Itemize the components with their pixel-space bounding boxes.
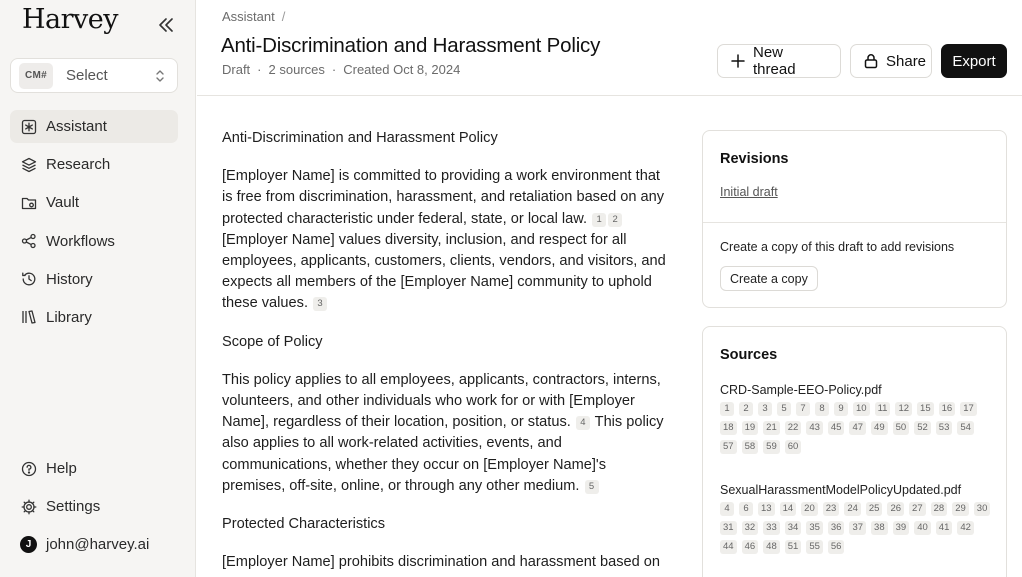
document-meta — [222, 62, 460, 77]
account-email: john@harvey.ai — [46, 536, 150, 554]
sidebar-item-assistant[interactable] — [10, 110, 178, 143]
breadcrumb-separator: / — [281, 9, 286, 24]
meta-separator: · — [257, 62, 262, 77]
breadcrumb-assistant[interactable]: Assistant — [222, 9, 275, 24]
create-copy-button[interactable]: Create a copy — [720, 266, 818, 291]
citation-marker[interactable]: 5 — [585, 480, 599, 494]
source-ref-chip[interactable]: 52 — [914, 421, 931, 435]
paragraph-text: [Employer Name] values diversity, inclusion, and respect for all employees, applicants, customers, clients, vendors, and visitors, and expects all members of the [Employer Name] community to uphold these values. — [222, 231, 666, 312]
source-ref-chip[interactable]: 51 — [785, 540, 802, 554]
workspace-select[interactable] — [10, 58, 178, 93]
paragraph-text: This policy also applies to all work-related activities, events, and communications, whether they occur on [Employer Name]'s premises, off-site, online, or through any other medium. — [222, 414, 664, 494]
workspace-badge: CM# — [19, 63, 53, 89]
collapse-sidebar-button[interactable] — [155, 14, 177, 36]
source-ref-chip[interactable]: 22 — [785, 421, 802, 435]
source-ref-chip[interactable]: 43 — [806, 421, 823, 435]
plus-icon — [731, 54, 745, 68]
document-paragraph — [222, 166, 672, 314]
source-ref-chip[interactable]: 48 — [763, 540, 780, 554]
citation-marker[interactable]: 2 — [608, 213, 622, 227]
source-ref-chip[interactable]: 50 — [893, 421, 910, 435]
sidebar-item-label: Help — [46, 460, 77, 477]
paragraph-text: This policy applies to all employees, applicants, contractors, interns, volunteers, and other individuals who work for or with [Employer Name], regardless of their location, position, or status. — [222, 371, 661, 431]
source-ref-chip[interactable]: 3 — [758, 402, 772, 416]
sidebar-item-label: Workflows — [46, 232, 115, 250]
source-ref-chip[interactable]: 31 — [720, 521, 737, 535]
source-ref-chip[interactable]: 46 — [742, 540, 759, 554]
source-ref-chip[interactable]: 2 — [739, 402, 753, 416]
sidebar-item-settings[interactable] — [10, 490, 178, 523]
source-ref-chip[interactable]: 44 — [720, 540, 737, 554]
source-ref-chip[interactable]: 49 — [871, 421, 888, 435]
status-label: Draft — [222, 62, 251, 77]
page-title: Anti-Discrimination and Harassment Policy — [221, 34, 601, 57]
sidebar-item-label: History — [46, 270, 93, 288]
source-ref-chip[interactable]: 14 — [780, 502, 797, 516]
source-ref-chip[interactable]: 47 — [849, 421, 866, 435]
source-ref-chip[interactable]: 40 — [914, 521, 931, 535]
sources-count: 2 sources — [268, 62, 325, 77]
document-paragraph: [Employer Name] prohibits discrimination and harassment based on — [222, 554, 661, 571]
sources-panel — [702, 326, 1007, 577]
source-ref-chip[interactable]: 32 — [742, 521, 759, 535]
source-ref-list — [720, 502, 995, 554]
sources-title: Sources — [720, 347, 778, 363]
help-icon — [20, 460, 37, 477]
citation-marker[interactable]: 3 — [313, 297, 327, 311]
source-ref-chip[interactable]: 35 — [806, 521, 823, 535]
source-ref-chip[interactable]: 28 — [931, 502, 948, 516]
sidebar-footer — [10, 452, 178, 567]
source-ref-chip[interactable]: 10 — [853, 402, 870, 416]
share-label: Share — [886, 52, 927, 70]
library-icon — [20, 309, 37, 326]
revisions-title: Revisions — [720, 151, 789, 167]
source-ref-chip[interactable]: 60 — [785, 440, 802, 454]
history-icon — [20, 271, 37, 288]
source-ref-chip[interactable]: 30 — [974, 502, 991, 516]
sidebar-item-research[interactable] — [10, 148, 178, 181]
source-ref-list — [720, 402, 995, 454]
workspace-select-label: Select — [66, 67, 108, 84]
workflows-icon — [20, 233, 37, 250]
source-ref-chip[interactable]: 27 — [909, 502, 926, 516]
revisions-panel — [702, 130, 1007, 308]
new-thread-label: New thread — [753, 44, 796, 78]
sidebar-item-account[interactable] — [10, 528, 178, 561]
sidebar-item-label: Vault — [46, 194, 80, 212]
source-ref-chip[interactable]: 45 — [828, 421, 845, 435]
assistant-icon — [20, 118, 37, 135]
source-file-name[interactable]: SexualHarassmentModelPolicyUpdated.pdf — [720, 483, 962, 497]
citation-marker[interactable]: 4 — [576, 416, 590, 430]
source-ref-chip[interactable]: 53 — [936, 421, 953, 435]
meta-separator: · — [331, 62, 337, 77]
source-ref-chip[interactable]: 25 — [866, 502, 883, 516]
folder-icon — [20, 194, 37, 211]
source-ref-chip[interactable]: 58 — [742, 440, 759, 454]
source-ref-chip[interactable]: 6 — [739, 502, 753, 516]
source-ref-chip[interactable]: 18 — [720, 421, 737, 435]
export-button[interactable]: Export — [941, 44, 1007, 78]
source-ref-chip[interactable]: 1 — [720, 402, 734, 416]
sidebar-item-label: Settings — [46, 498, 101, 516]
sidebar-item-label: Research — [46, 156, 111, 174]
page-header — [197, 0, 1022, 96]
source-ref-chip[interactable]: 55 — [806, 540, 823, 554]
sidebar-item-help[interactable] — [10, 452, 178, 485]
source-ref-chip[interactable]: 19 — [742, 421, 759, 435]
sidebar-item-library[interactable] — [10, 301, 178, 334]
sidebar-item-label: Library — [46, 308, 92, 326]
source-ref-chip[interactable]: 12 — [895, 402, 912, 416]
double-chevron-left-icon — [158, 18, 174, 32]
source-ref-chip[interactable]: 26 — [887, 502, 904, 516]
lock-icon — [864, 53, 878, 69]
main-nav — [10, 110, 178, 339]
source-ref-chip[interactable]: 7 — [796, 402, 810, 416]
source-ref-chip[interactable]: 9 — [834, 402, 848, 416]
document-heading: Scope of Policy — [222, 333, 323, 350]
source-ref-chip[interactable]: 20 — [801, 502, 818, 516]
sidebar-item-workflows[interactable] — [10, 225, 178, 258]
source-ref-chip[interactable]: 39 — [893, 521, 910, 535]
source-ref-chip[interactable]: 16 — [939, 402, 956, 416]
avatar: J — [20, 536, 37, 553]
revisions-note: Create a copy of this draft to add revisions — [720, 240, 955, 254]
sidebar-item-history[interactable] — [10, 263, 178, 296]
gear-icon — [20, 498, 37, 515]
document-paragraph — [222, 370, 672, 497]
source-ref-chip[interactable]: 5 — [777, 402, 791, 416]
source-ref-chip[interactable]: 36 — [828, 521, 845, 535]
source-ref-chip[interactable]: 38 — [871, 521, 888, 535]
sidebar-item-vault[interactable] — [10, 186, 178, 219]
source-ref-chip[interactable]: 37 — [849, 521, 866, 535]
source-ref-chip[interactable]: 57 — [720, 440, 737, 454]
divider — [703, 222, 1006, 223]
source-ref-chip[interactable]: 29 — [952, 502, 969, 516]
source-ref-chip[interactable]: 8 — [815, 402, 829, 416]
breadcrumb — [222, 9, 285, 24]
source-ref-chip[interactable]: 11 — [875, 402, 891, 416]
source-ref-chip[interactable]: 56 — [828, 540, 845, 554]
document-heading: Anti-Discrimination and Harassment Policy — [222, 130, 498, 146]
citation-marker[interactable]: 1 — [592, 213, 606, 227]
source-ref-chip[interactable]: 17 — [960, 402, 977, 416]
source-ref-chip[interactable]: 59 — [763, 440, 780, 454]
created-date: Created Oct 8, 2024 — [343, 62, 461, 77]
source-ref-chip[interactable]: 54 — [957, 421, 974, 435]
new-thread-button[interactable] — [717, 44, 841, 78]
source-ref-chip[interactable]: 33 — [763, 521, 780, 535]
source-file — [720, 383, 995, 454]
source-ref-chip[interactable]: 24 — [844, 502, 861, 516]
source-file-name[interactable]: CRD-Sample-EEO-Policy.pdf — [720, 383, 882, 397]
sidebar-item-label: Assistant — [46, 118, 107, 135]
research-icon — [20, 156, 37, 173]
paragraph-text: [Employer Name] is committed to providing a work environment that is free from discrimination, harassment, and retaliation based on any protected characteristic under federal, state, or local law. — [222, 168, 665, 227]
source-ref-chip[interactable]: 41 — [936, 521, 953, 535]
harvey-logo[interactable]: Harvey — [22, 4, 119, 35]
sidebar — [0, 0, 196, 577]
source-ref-chip[interactable]: 4 — [720, 502, 734, 516]
source-ref-chip[interactable]: 34 — [785, 521, 802, 535]
source-ref-chip[interactable]: 13 — [758, 502, 775, 516]
initial-draft-link[interactable]: Initial draft — [720, 185, 778, 199]
chevron-updown-icon — [155, 69, 165, 83]
source-ref-chip[interactable]: 21 — [763, 421, 780, 435]
source-ref-chip[interactable]: 15 — [917, 402, 934, 416]
source-file — [720, 483, 995, 554]
source-ref-chip[interactable]: 42 — [957, 521, 974, 535]
document-body — [222, 128, 672, 577]
document-heading: Protected Characteristics — [222, 516, 386, 533]
share-button[interactable] — [850, 44, 932, 78]
source-ref-chip[interactable]: 23 — [823, 502, 840, 516]
